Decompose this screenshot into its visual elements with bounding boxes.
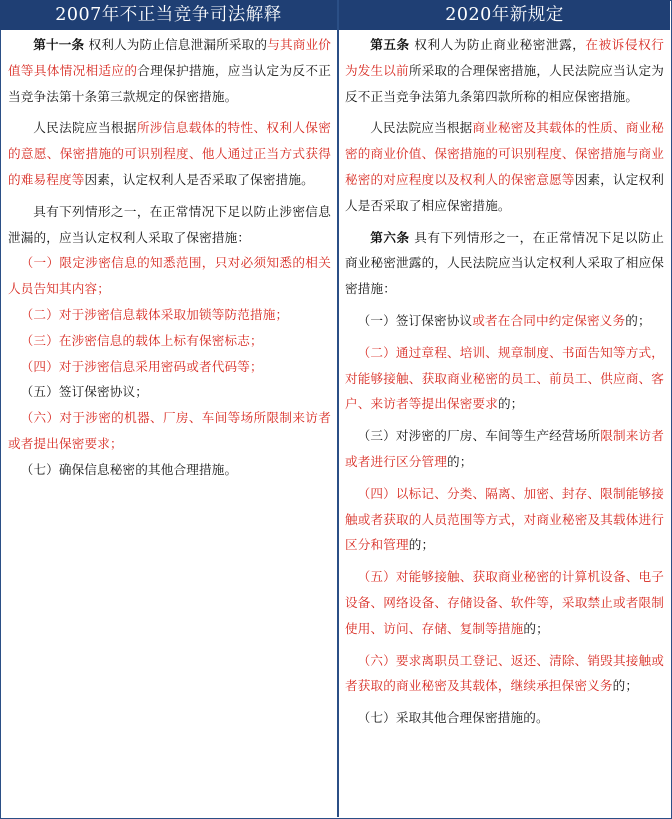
highlight-text: 商业秘密及其载体的性质、商业秘密的商业价值、保密措施的可识别程度、保密措施与商业秘密的对应程度以及权利人的保密意愿等 [345,120,665,187]
right-article-5-para-1: 第五条 权利人为防止商业秘密泄露，在被诉侵权行为发生以前所采取的合理保密措施，人民法院应当认定为反不正当竞争法第九条第四款所称的相应保密措施。 [345,37,665,104]
left-article-11-para-1: 第十一条 权利人为防止信息泄漏所采取的与其商业价值等具体情况相适应的合理保护措施，应当认定为反不正当竞争法第十条第三款规定的保密措施。 [8,37,332,104]
right-item-4: （四）以标记、分类、隔离、加密、封存、限制能够接触或者获取的人员范围等方式，对商业秘密及其载体进行区分和管理的； [345,485,664,553]
left-item-2: （二）对于涉密信息载体采取加锁等防范措施； [20,306,289,322]
right-item-1: （一）签订保密协议或者在合同中约定保密义务的； [357,312,651,328]
left-item-6: （六）对于涉密的机器、厂房、车间等场所限制来访者或者提出保密要求； [8,410,331,451]
right-article-6-para: 第六条 具有下列情形之一，在正常情况下足以防止商业秘密泄露的，人民法院应当认定权利人采取了相应保密措施： [345,229,664,297]
left-column-header: 2007年不正当竞争司法解释 [0,0,337,30]
right-item-7: （七）采取其他合理保密措施的。 [357,710,549,726]
highlight-text: 与其商业价值等具体情况相适应的 [8,37,331,78]
right-item-3: （三）对涉密的厂房、车间等生产经营场所限制来访者或者进行区分管理的； [345,428,665,469]
article-label: 第十一条 [33,37,85,52]
left-item-3: （三）在涉密信息的载体上标有保密标志； [20,332,263,348]
right-item-2: （二）通过章程、培训、规章制度、书面告知等方式，对能够接触、获取商业秘密的员工、前员工、供应商、客户、来访者等提出保密要求的； [345,344,664,412]
left-item-4: （四）对于涉密信息采用密码或者代码等； [20,358,263,374]
right-para-2: 人民法院应当根据商业秘密及其载体的性质、商业秘密的商业价值、保密措施的可识别程度、保密措施与商业秘密的对应程度以及权利人的保密意愿等因素，认定权利人是否采取了相应保密措施。 [345,120,665,213]
left-column [8,32,331,483]
article-label: 第五条 [370,37,410,52]
right-column [345,32,664,731]
column-divider [337,0,339,817]
right-item-6: （六）要求离职员工登记、返还、清除、销毁其接触或者获取的商业秘密及其载体，继续承担保密义务的； [345,652,664,694]
left-item-7: （七）确保信息秘密的其他合理措施。 [20,461,238,477]
right-column-header: 2020年新规定 [339,0,670,30]
left-para-2: 人民法院应当根据所涉信息载体的特性、权利人保密的意愿、保密措施的可识别程度、他人通过正当方式获得的难易程度等因素，认定权利人是否采取了保密措施。 [8,120,332,187]
highlight-text: 在被诉侵权行为发生以前 [345,37,664,78]
article-label: 第六条 [370,229,410,245]
highlight-text: 所涉信息载体的特性、权利人保密的意愿、保密措施的可识别程度、他人通过正当方式获得的难易程度等 [8,120,332,187]
right-item-5: （五）对能够接触、获取商业秘密的计算机设备、电子设备、网络设备、存储设备、软件等，采取禁止或者限制使用、访问、存储、复制等措施的； [345,569,664,636]
left-item-1: （一）限定涉密信息的知悉范围，只对必须知悉的相关人员告知其内容； [8,255,331,297]
left-item-5: （五）签订保密协议； [20,384,149,400]
left-para-3: 具有下列情形之一，在正常情况下足以防止涉密信息泄漏的，应当认定权利人采取了保密措施： [8,203,331,245]
